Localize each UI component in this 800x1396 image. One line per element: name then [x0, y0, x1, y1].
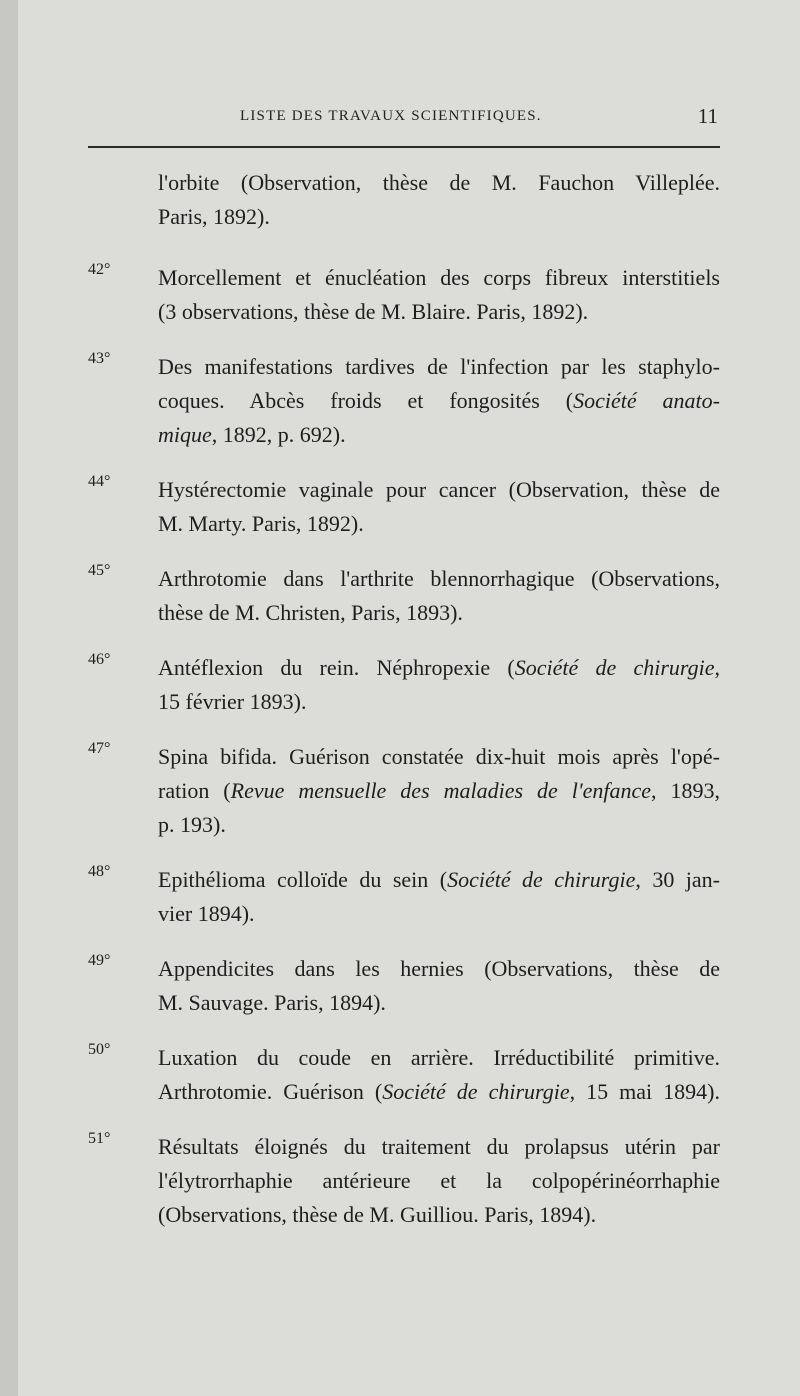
entry-line: Arthrotomie. Guérison (Société de chirurgie, 15 mai 1894). — [158, 1079, 720, 1104]
page-header — [88, 104, 720, 134]
entry-number: 51° — [88, 1130, 111, 1147]
list-item — [88, 261, 720, 329]
entry-number: 43° — [88, 350, 111, 367]
entry-line: 15 février 1893). — [158, 689, 307, 714]
entry-line: (3 observations, thèse de M. Blaire. Paris, 1892). — [158, 299, 589, 324]
entry-line: ration (Revue mensuelle des maladies de l'enfance, 1893, — [158, 778, 720, 803]
list-item — [88, 952, 720, 1020]
entry-line: coques. Abcès froids et fongosités (Société anato- — [158, 388, 720, 413]
list-item — [88, 1130, 720, 1232]
header-rule — [88, 146, 720, 148]
page-edge-shadow — [0, 0, 18, 1396]
running-title: LISTE DES TRAVAUX SCIENTIFIQUES. — [240, 108, 542, 124]
entry-line: Résultats éloignés du traitement du prolapsus utérin par — [158, 1134, 720, 1159]
entry-line: Morcellement et énucléation des corps fibreux interstitiels — [158, 265, 720, 290]
entry-number: 49° — [88, 952, 111, 969]
entry-line: Appendicites dans les hernies (Observations, thèse de — [158, 956, 720, 981]
entry-line: Antéflexion du rein. Néphropexie (Société de chirurgie, — [158, 655, 721, 680]
entry-number: 48° — [88, 863, 111, 880]
entry-line: Des manifestations tardives de l'infection par les staphylo- — [158, 354, 720, 379]
list-item — [88, 166, 720, 234]
entry-line: Paris, 1892). — [158, 204, 270, 229]
entry-number: 45° — [88, 562, 111, 579]
entry-line: M. Marty. Paris, 1892). — [158, 511, 364, 536]
entry-line: Hystérectomie vaginale pour cancer (Observation, thèse de — [158, 477, 720, 502]
entry-number: 46° — [88, 651, 111, 668]
entry-line: (Observations, thèse de M. Guilliou. Paris, 1894). — [158, 1202, 597, 1227]
entry-number: 42° — [88, 261, 111, 278]
entry-line: l'orbite (Observation, thèse de M. Fauchon Villeplée. — [158, 170, 720, 195]
entry-line: M. Sauvage. Paris, 1894). — [158, 990, 386, 1015]
entry-line: mique, 1892, p. 692). — [158, 422, 346, 447]
list-item — [88, 350, 720, 452]
entry-line: Epithélioma colloïde du sein (Société de chirurgie, 30 jan- — [158, 867, 721, 892]
publication-list — [88, 166, 720, 1253]
list-item — [88, 651, 720, 719]
list-item — [88, 1041, 720, 1109]
entry-line: Spina bifida. Guérison constatée dix-huit mois après l'opé- — [158, 744, 720, 769]
entry-line: thèse de M. Christen, Paris, 1893). — [158, 600, 463, 625]
entry-line: p. 193). — [158, 812, 226, 837]
list-item — [88, 863, 720, 931]
entry-line: Luxation du coude en arrière. Irréductibilité primitive. — [158, 1045, 720, 1070]
entry-number: 50° — [88, 1041, 111, 1058]
list-item — [88, 740, 720, 842]
entry-number: 44° — [88, 473, 111, 490]
list-item — [88, 473, 720, 541]
page-number: 11 — [697, 104, 718, 128]
entry-number: 47° — [88, 740, 111, 757]
entry-line: vier 1894). — [158, 901, 255, 926]
list-item — [88, 562, 720, 630]
entry-line: l'élytrorrhaphie antérieure et la colpopérinéorrhaphie — [158, 1168, 720, 1193]
entry-line: Arthrotomie dans l'arthrite blennorrhagique (Observations, — [158, 566, 720, 591]
